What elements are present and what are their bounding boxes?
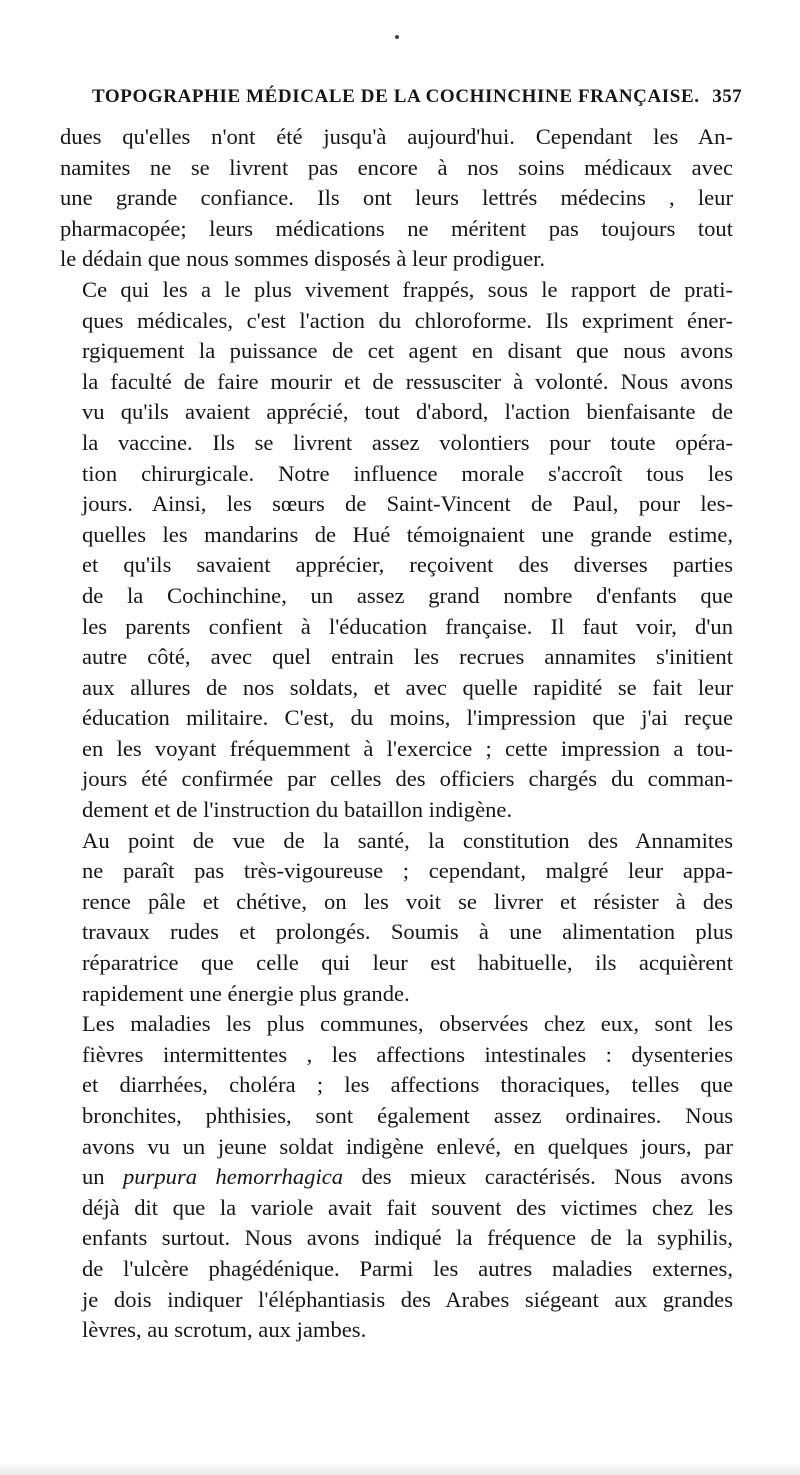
- text-line: un purpura hemorrhagica des mieux caractérisés. Nous avons: [82, 1164, 733, 1190]
- text-line: avons vu un jeune soldat indigène enlevé, en quelques jours, par: [82, 1133, 733, 1159]
- text-line: je dois indiquer l'éléphantiasis des Arabes siégeant aux grandes: [82, 1286, 733, 1312]
- italic-term: purpura hemorrhagica: [122, 1164, 344, 1190]
- printing-speck: [395, 35, 399, 39]
- text-line: pharmacopée; leurs médications ne méritent pas toujours tout: [60, 215, 733, 241]
- text-line: quelles les mandarins de Hué témoignaient une grande estime,: [82, 521, 733, 547]
- running-title: TOPOGRAPHIE MÉDICALE DE LA COCHINCHINE FRANÇAISE.: [92, 86, 700, 107]
- text-line: et qu'ils savaient apprécier, reçoivent des diverses parties: [82, 552, 733, 578]
- text-line: le dédain que nous sommes disposés à leur prodiguer.: [60, 246, 546, 272]
- paragraph: [60, 122, 733, 275]
- text-line: une grande confiance. Ils ont leurs lettrés médecins , leur: [60, 185, 733, 211]
- paragraph: [60, 275, 733, 826]
- running-header: [92, 86, 742, 108]
- text-line: jours été confirmée par celles des officiers chargés du comman-: [82, 766, 733, 792]
- text-line: jours. Ainsi, les sœurs de Saint-Vincent de Paul, pour les-: [82, 491, 733, 517]
- text-line: aux allures de nos soldats, et avec quelle rapidité se fait leur: [82, 674, 733, 700]
- text-line: réparatrice que celle qui leur est habituelle, ils acquièrent: [82, 950, 733, 976]
- text-line: ques médicales, c'est l'action du chloroforme. Ils expriment éner-: [82, 307, 733, 333]
- text-line: travaux rudes et prolongés. Soumis à une alimentation plus: [82, 919, 733, 945]
- text-line: déjà dit que la variole avait fait souvent des victimes chez les: [82, 1194, 733, 1220]
- text-line: en les voyant fréquemment à l'exercice ; cette impression a tou-: [82, 735, 733, 761]
- text-line: Les maladies les plus communes, observées chez eux, sont les: [82, 1011, 733, 1037]
- text-line: rence pâle et chétive, on les voit se livrer et résister à des: [82, 888, 733, 914]
- text-line: fièvres intermittentes , les affections intestinales : dysenteries: [82, 1041, 733, 1067]
- text-line: dement et de l'instruction du bataillon indigène.: [82, 797, 513, 823]
- text-line: ne paraît pas très-vigoureuse ; cependant, malgré leur appa-: [82, 858, 733, 884]
- text-line: rgiquement la puissance de cet agent en disant que nous avons: [82, 338, 733, 364]
- text-line: dues qu'elles n'ont été jusqu'à aujourd'hui. Cependant les An-: [60, 124, 733, 149]
- text-line: Au point de vue de la santé, la constitution des Annamites: [82, 827, 733, 853]
- text-line: rapidement une énergie plus grande.: [82, 980, 410, 1006]
- text-line: éducation militaire. C'est, du moins, l'impression que j'ai reçue: [82, 705, 733, 731]
- text-line: autre côté, avec quel entrain les recrues annamites s'initient: [82, 644, 733, 670]
- text-line: enfants surtout. Nous avons indiqué la fréquence de la syphilis,: [82, 1225, 733, 1251]
- text-line: et diarrhées, choléra ; les affections thoraciques, telles que: [82, 1072, 733, 1098]
- page-edge: [0, 1462, 800, 1475]
- text-line: de l'ulcère phagédénique. Parmi les autres maladies externes,: [82, 1255, 733, 1281]
- text-line: la vaccine. Ils se livrent assez volontiers pour toute opéra-: [82, 429, 733, 455]
- text-line: namites ne se livrent pas encore à nos soins médicaux avec: [60, 154, 733, 180]
- paragraph: [60, 826, 733, 1010]
- text-line: Ce qui les a le plus vivement frappés, sous le rapport de prati-: [82, 276, 733, 302]
- body-text: [60, 122, 733, 1346]
- text-line: tion chirurgicale. Notre influence morale s'accroît tous les: [82, 460, 733, 486]
- paragraph: [60, 1009, 733, 1346]
- text-line: la faculté de faire mourir et de ressusciter à volonté. Nous avons: [82, 368, 733, 394]
- page-number: 357: [712, 86, 742, 107]
- text-line: vu qu'ils avaient apprécié, tout d'abord, l'action bienfaisante de: [82, 399, 733, 425]
- text-line: les parents confient à l'éducation française. Il faut voir, d'un: [82, 613, 733, 639]
- text-line: bronchites, phthisies, sont également assez ordinaires. Nous: [82, 1103, 733, 1128]
- text-line: de la Cochinchine, un assez grand nombre d'enfants que: [82, 582, 733, 608]
- text-line: lèvres, au scrotum, aux jambes.: [82, 1317, 367, 1343]
